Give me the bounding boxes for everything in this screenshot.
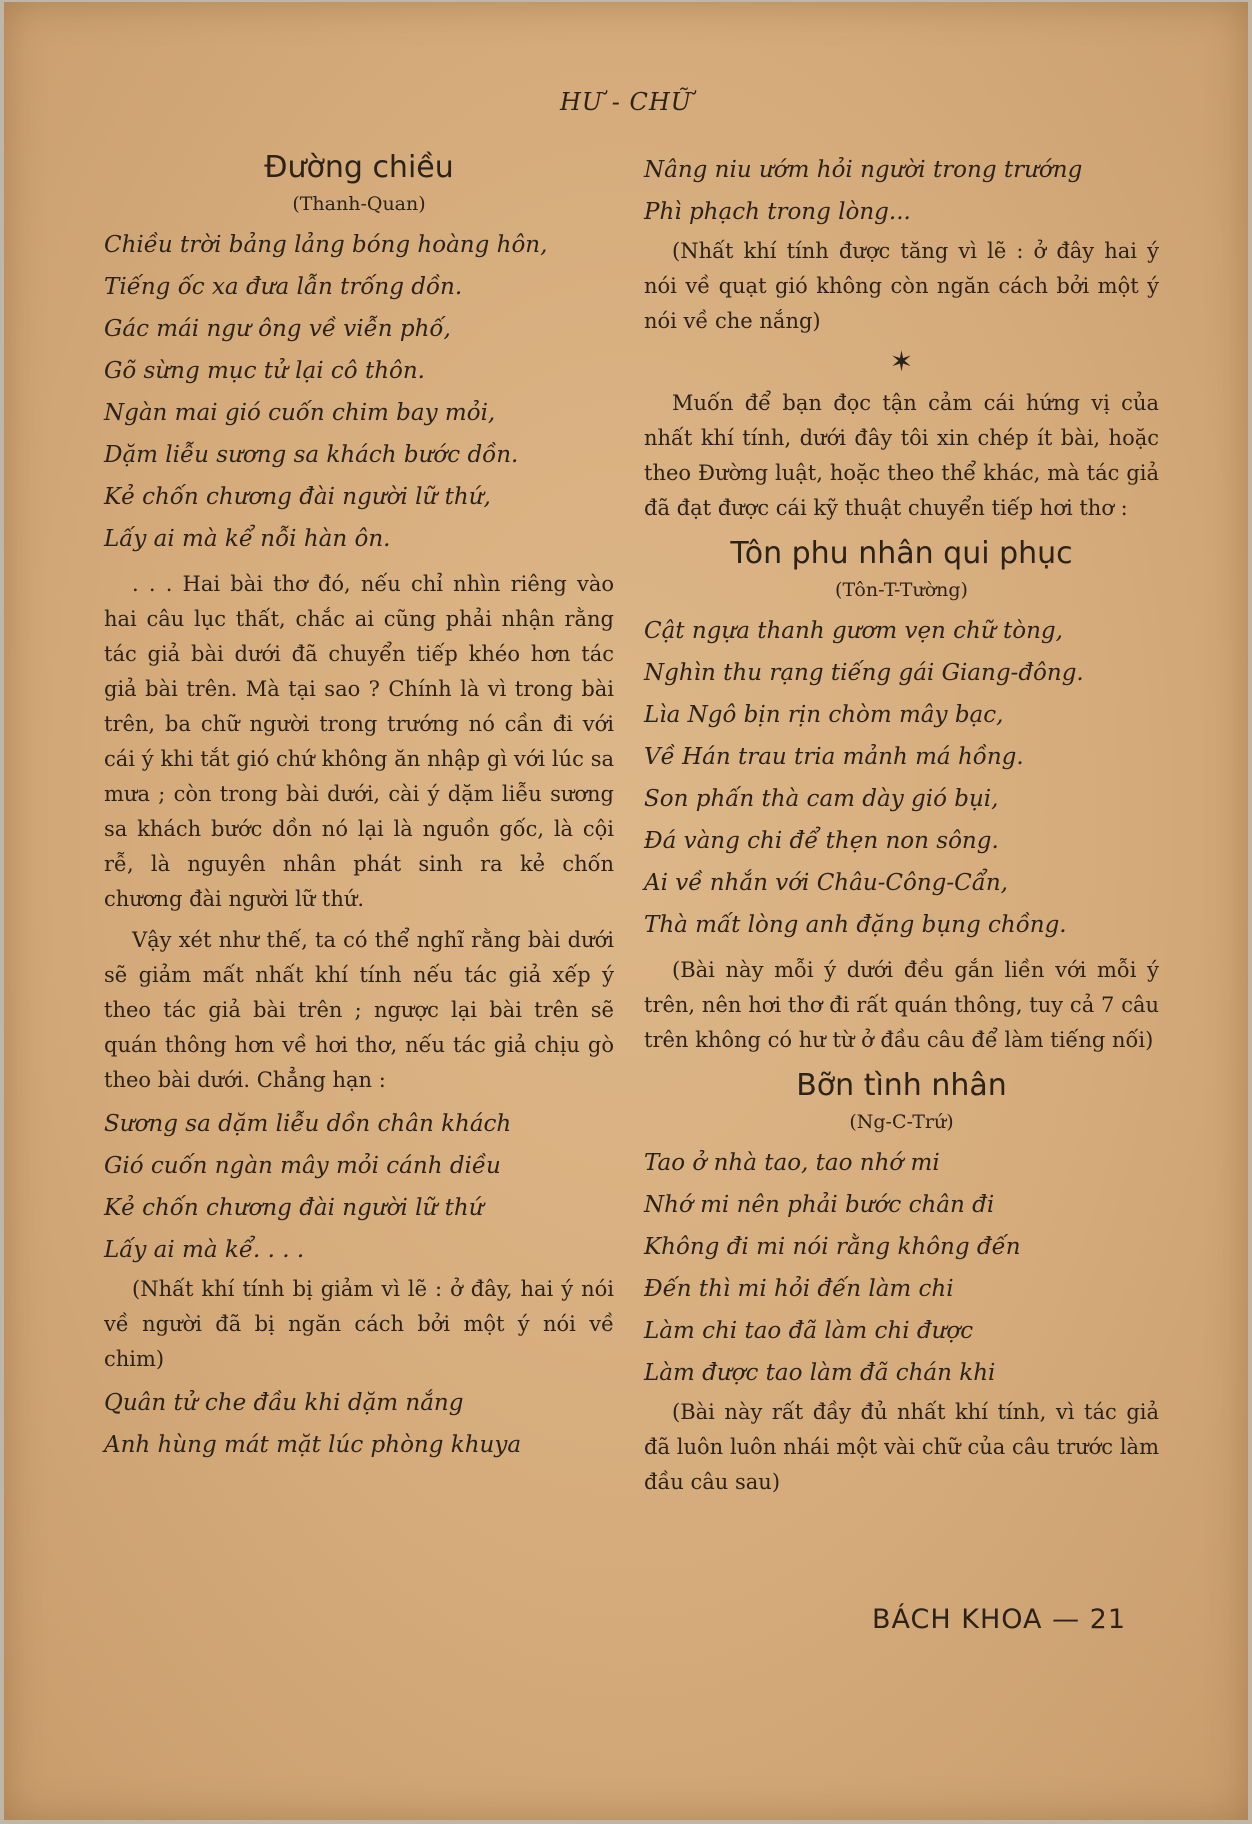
verse-line: Gõ sừng mục tử lại cô thôn. [104,358,425,384]
verse-line: Gió cuốn ngàn mây mỏi cánh diều [104,1153,501,1179]
poem-duong-chieu [104,225,614,559]
note-paragraph: (Bài này mỗi ý dưới đều gắn liền với mỗi ý trên, nên hơi thơ đi rất quán thông, tuy cả 7 câu trên không có hư từ ở đầu câu để làm tiếng nối) [644,958,1159,1052]
magazine-page [4,2,1248,1820]
star-ornament-icon: ✶ [889,345,914,378]
verse-line: Phì phạch trong lòng... [644,199,911,225]
verse-line: Quân tử che đầu khi dặm nắng [104,1390,464,1416]
verse-line: Tao ở nhà tao, tao nhớ mi [644,1150,940,1176]
verse-line: Chiều trời bảng lảng bóng hoàng hôn, [104,232,548,258]
poem-title-ton-phu-nhan: Tôn phu nhân qui phục [730,536,1073,571]
verse-line: Ngàn mai gió cuốn chim bay mỏi, [104,400,496,426]
poem-ton-phu-nhan [644,611,1159,945]
left-column [104,150,614,1467]
verse-line: Cật ngựa thanh gươm vẹn chữ tòng, [644,618,1063,644]
poem-author: (Ng-C-Trứ) [849,1111,954,1133]
verse-line: Ai về nhắn với Châu-Công-Cẩn, [644,870,1008,896]
verse-line: Tiếng ốc xa đưa lẫn trống dồn. [104,274,463,300]
verse-line: Son phấn thà cam dày gió bụi, [644,786,999,812]
note-paragraph: (Bài này rất đầy đủ nhất khí tính, vì tác giả đã luôn luôn nhái một vài chữ của câu trước làm đầu câu sau) [644,1400,1159,1494]
verse-line: Anh hùng mát mặt lúc phòng khuya [104,1432,522,1458]
verse-line: Kẻ chốn chương đài người lữ thứ [104,1195,484,1221]
verse-line: Làm được tao làm đã chán khi [644,1360,996,1386]
poem-title-bon-tinh-nhan: Bỡn tình nhân [796,1068,1007,1103]
verse-line: Đá vàng chi để thẹn non sông. [644,828,999,854]
verse-line: Thà mất lòng anh đặng bụng chồng. [644,912,1067,938]
note-paragraph: (Nhất khí tính bị giảm vì lẽ : ở đây, hai ý nói về người đã bị ngăn cách bởi một ý nói về chim) [104,1277,614,1371]
page-footer: BÁCH KHOA — 21 [872,1604,1127,1635]
poem-title-duong-chieu: Đường chiều [264,150,454,185]
right-column [644,150,1159,1500]
body-paragraph: Muốn để bạn đọc tận cảm cái hứng vị của nhất khí tính, dưới đây tôi xin chép ít bài, hoặc theo Đường luật, hoặc theo thể khác, mà tác giả đã đạt được cái kỹ thuật chuyển tiếp hơi thơ : [644,391,1159,520]
poem-author: (Tôn-T-Tường) [835,579,968,601]
poem-example-continued [644,150,1159,232]
verse-line: Lấy ai mà kể nỗi hàn ôn. [104,526,391,552]
note-paragraph: (Nhất khí tính được tăng vì lẽ : ở đây hai ý nói về quạt gió không còn ngăn cách bởi một ý nói về che nắng) [644,239,1159,333]
verse-line: Gác mái ngư ông về viễn phố, [104,316,451,342]
body-paragraph: . . . Hai bài thơ đó, nếu chỉ nhìn riêng vào hai câu lục thất, chắc ai cũng phải nhận rằng tác giả bài dưới đã chuyển tiếp khéo hơn tác giả bài trên. Mà tại sao ? Chính là vì trong bài trên, ba chữ người trong trướng nó cần đi với cái ý khi tắt gió chứ không ăn nhập gì với lúc sa mưa ; còn trong bài dưới, cài ý dặm liễu sương sa khách bước dồn nó lại là nguồn gốc, là cội rễ, là nguyên nhân phát sinh ra kẻ chốn chương đài người lữ thứ. [104,572,614,911]
verse-line: Nâng niu ướm hỏi người trong trướng [644,157,1083,183]
body-paragraph: Vậy xét như thế, ta có thể nghĩ rằng bài dưới sẽ giảm mất nhất khí tính nếu tác giả xếp ý theo tác giả bài trên ; ngược lại bài trên sẽ quán thông hơn về hơi thơ, nếu tác giả chịu gò theo bài dưới. Chẳng hạn : [104,928,614,1092]
poem-example-2 [104,1383,614,1465]
verse-line: Nhớ mi nên phải bước chân đi [644,1192,995,1218]
verse-line: Không đi mi nói rằng không đến [644,1234,1021,1260]
verse-line: Đến thì mi hỏi đến làm chi [644,1276,954,1302]
verse-line: Sương sa dặm liễu dồn chân khách [104,1111,512,1137]
verse-line: Về Hán trau tria mảnh má hồng. [644,744,1024,770]
poem-bon-tinh-nhan [644,1143,1159,1393]
verse-line: Lấy ai mà kể. . . . [104,1237,305,1263]
running-header: HƯ - CHỮ [559,88,693,116]
verse-line: Làm chi tao đã làm chi được [644,1318,974,1344]
verse-line: Nghìn thu rạng tiếng gái Giang-đông. [644,660,1084,686]
verse-line: Kẻ chốn chương đài người lữ thứ, [104,484,491,510]
verse-line: Lìa Ngô bịn rịn chòm mây bạc, [644,702,1004,728]
poem-author: (Thanh-Quan) [292,193,426,215]
poem-example [104,1104,614,1270]
verse-line: Dặm liễu sương sa khách bước dồn. [104,442,519,468]
